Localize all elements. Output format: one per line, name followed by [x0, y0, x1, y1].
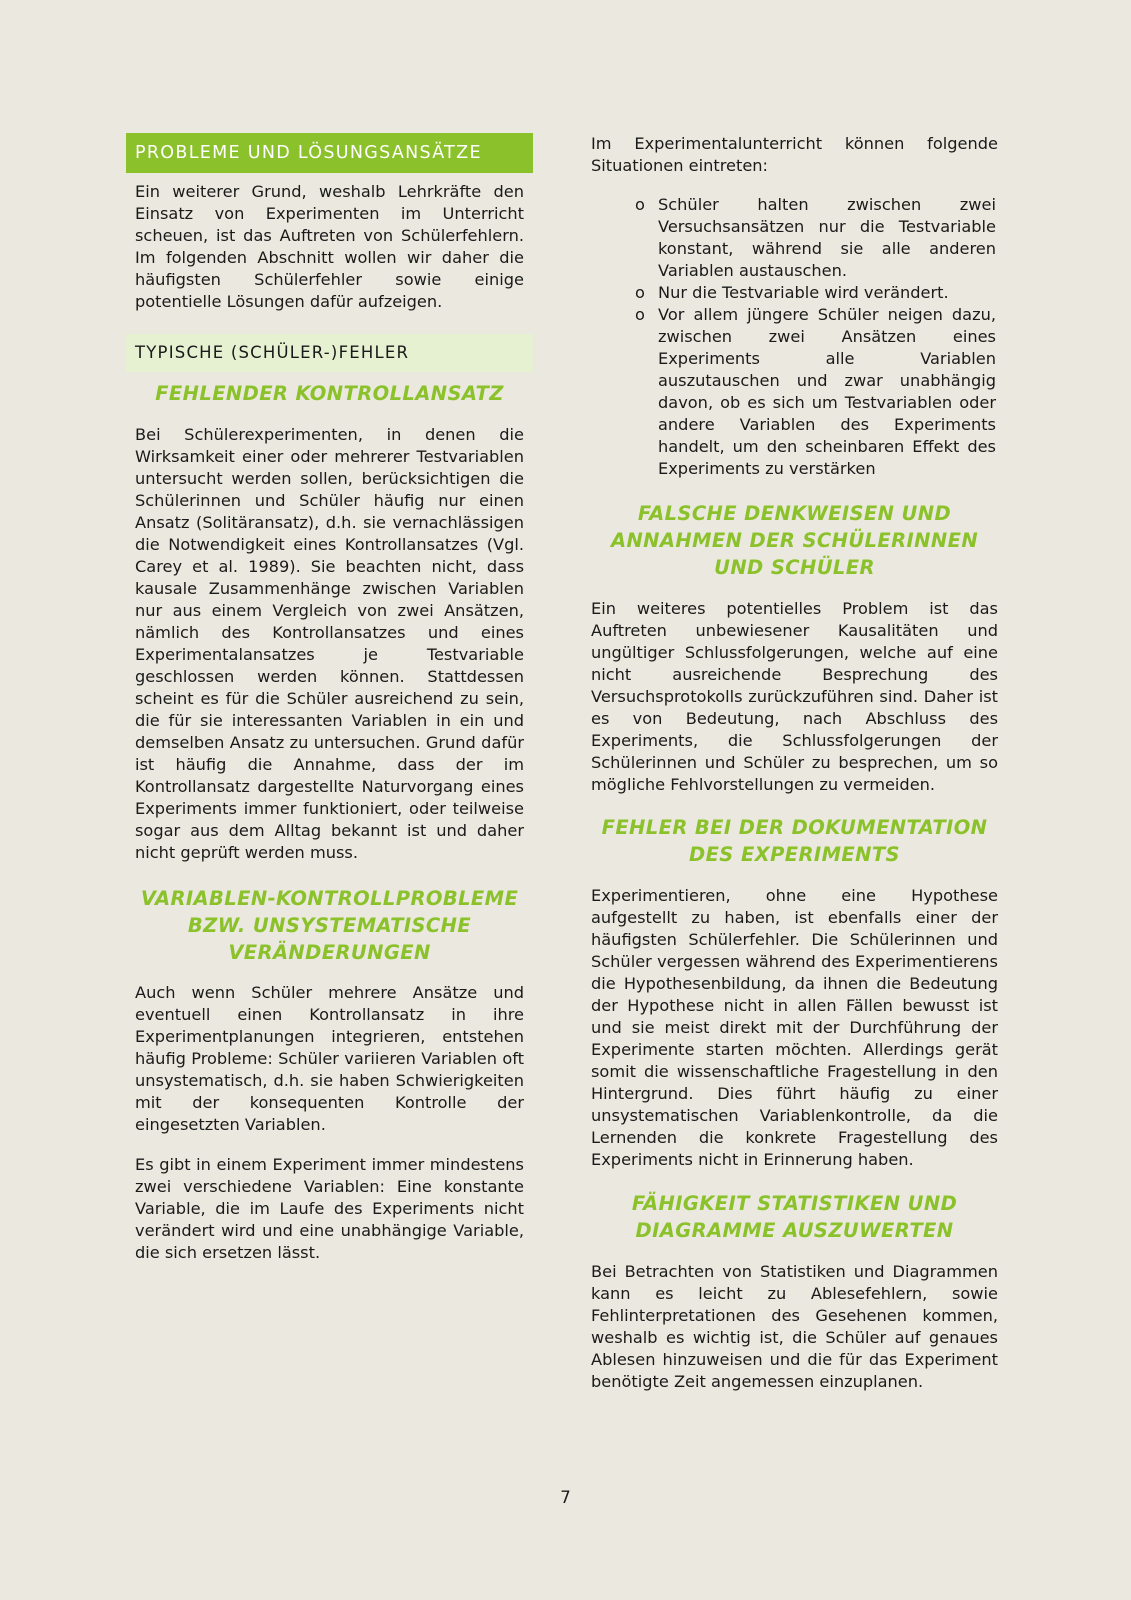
circle-bullet-icon: o — [635, 195, 645, 214]
list-item: o Vor allem jüngere Schüler neigen dazu, zwischen zwei Ansätzen eines Experiments alle Variablen auszutauschen und zwar unabhängig davon, ob es sich um Testvariablen oder andere Variablen des Experiments handelt, um den scheinbaren Effekt des Experiments zu verstärken — [635, 305, 996, 478]
left-column — [126, 133, 533, 1264]
heading-statistiken: FÄHIGKEIT STATISTIKEN UND DIAGRAMME AUSZUWERTEN — [631, 1192, 958, 1242]
subsection-heading: TYPISCHE (SCHÜLER-)FEHLER — [126, 334, 533, 372]
situations-intro: Im Experimentalunterricht können folgende Situationen eintreten: — [591, 134, 998, 175]
kontroll-paragraph: Bei Schülerexperimenten, in denen die Wirksamkeit einer oder mehrerer Testvariablen untersucht werden sollen, berücksichtigen die Schülerinnen und Schüler häufig nur einen Ansatz (Solitäransatz), d.h. sie vernachlässigen die Notwendigkeit eines Kontrollansatzes (Vgl. Carey et al. 1989). Sie beachten nicht, dass kausale Zusammenhänge zwischen Variablen nur aus einem Vergleich von zwei Ansätzen, nämlich des Kontrollansatzes und eines Experimentalansatzes je Testvariable geschlossen werden können. Stattdessen scheint es für die Schüler ausreichend zu sein, die für sie interessanten Variablen in ein und demselben Ansatz zu untersuchen. Grund dafür ist häufig die Annahme, dass der im Kontrollansatz dargestellte Naturvorgang eines Experiments immer funktioniert, oder teilweise sogar aus dem Alltag bekannt ist und daher nicht geprüft werden muss. — [135, 425, 524, 862]
variablen-paragraph-2: Es gibt in einem Experiment immer mindestens zwei verschiedene Variablen: Eine konstante Variable, die im Laufe des Experiments nicht verändert wird und eine unabhängige Variable, die sich ersetzen lässt. — [135, 1155, 524, 1262]
page-number: 7 — [560, 1488, 571, 1507]
situations-list — [591, 194, 998, 480]
heading-dokumentation: FEHLER BEI DER DOKUMENTATION DES EXPERIMENTS — [601, 816, 988, 866]
denk-paragraph: Ein weiteres potentielles Problem ist das Auftreten unbewiesener Kausalitäten und ungültiger Schlussfolgerungen, welche auf eine nicht ausreichende Besprechung des Versuchsprotokolls zurückzuführen sind. Daher ist es von Bedeutung, nach Abschluss des Experiments, die Schlussfolgerungen der Schülerinnen und Schüler zu besprechen, um so mögliche Fehlvorstellungen zu vermeiden. — [591, 599, 998, 794]
circle-bullet-icon: o — [635, 305, 645, 324]
list-item: o Nur die Testvariable wird verändert. — [635, 283, 949, 302]
section-heading: PROBLEME UND LÖSUNGSANSÄTZE — [126, 133, 533, 173]
variablen-paragraph: Auch wenn Schüler mehrere Ansätze und eventuell einen Kontrollansatz in ihre Experimentplanungen integrieren, entstehen häufig Probleme: Schüler variieren Variablen oft unsystematisch, d.h. sie haben Schwierigkeiten mit der konsequenten Kontrolle der eingesetzten Variablen. — [135, 983, 524, 1134]
right-column — [591, 133, 998, 1393]
heading-variablen-kontrollprobleme: VARIABLEN-KONTROLLPROBLEME BZW. UNSYSTEMATISCHE VERÄNDERUNGEN — [140, 887, 519, 964]
list-item: o Schüler halten zwischen zwei Versuchsansätzen nur die Testvariable konstant, während sie alle anderen Variablen austauschen. — [635, 195, 996, 280]
heading-fehlender-kontrollansatz: FEHLENDER KONTROLLANSATZ — [155, 382, 504, 405]
stat-paragraph: Bei Betrachten von Statistiken und Diagrammen kann es leicht zu Ablesefehlern, sowie Fehlinterpretationen des Gesehenen kommen, weshalb es wichtig ist, die Schüler auf genaues Ablesen hinzuweisen und die für das Experiment benötigte Zeit angemessen einzuplanen. — [591, 1262, 998, 1391]
heading-falsche-denkweisen: FALSCHE DENKWEISEN UND ANNAHMEN DER SCHÜLERINNEN UND SCHÜLER — [610, 502, 979, 579]
doku-paragraph: Experimentieren, ohne eine Hypothese aufgestellt zu haben, ist ebenfalls einer der häufigsten Schülerfehler. Die Schülerinnen und Schüler vergessen während des Experimentierens die Hypothesenbildung, da ihnen die Bedeutung der Hypothese nicht in allen Fällen bewusst ist und sie meist direkt mit der Durchführung der Experimente starten möchten. Allerdings gerät somit die wissenschaftliche Fragestellung in den Hintergrund. Dies führt häufig zu einer unsystematischen Variablenkontrolle, da die Lernenden die konkrete Fragestellung des Experiments nicht in Erinnerung haben. — [591, 886, 998, 1169]
circle-bullet-icon: o — [635, 283, 645, 302]
intro-paragraph: Ein weiterer Grund, weshalb Lehrkräfte den Einsatz von Experimenten im Unterricht scheuen, ist das Auftreten von Schülerfehlern. Im folgenden Abschnitt wollen wir daher die häufigsten Schülerfehler sowie einige potentielle Lösungen dafür aufzeigen. — [135, 182, 524, 311]
